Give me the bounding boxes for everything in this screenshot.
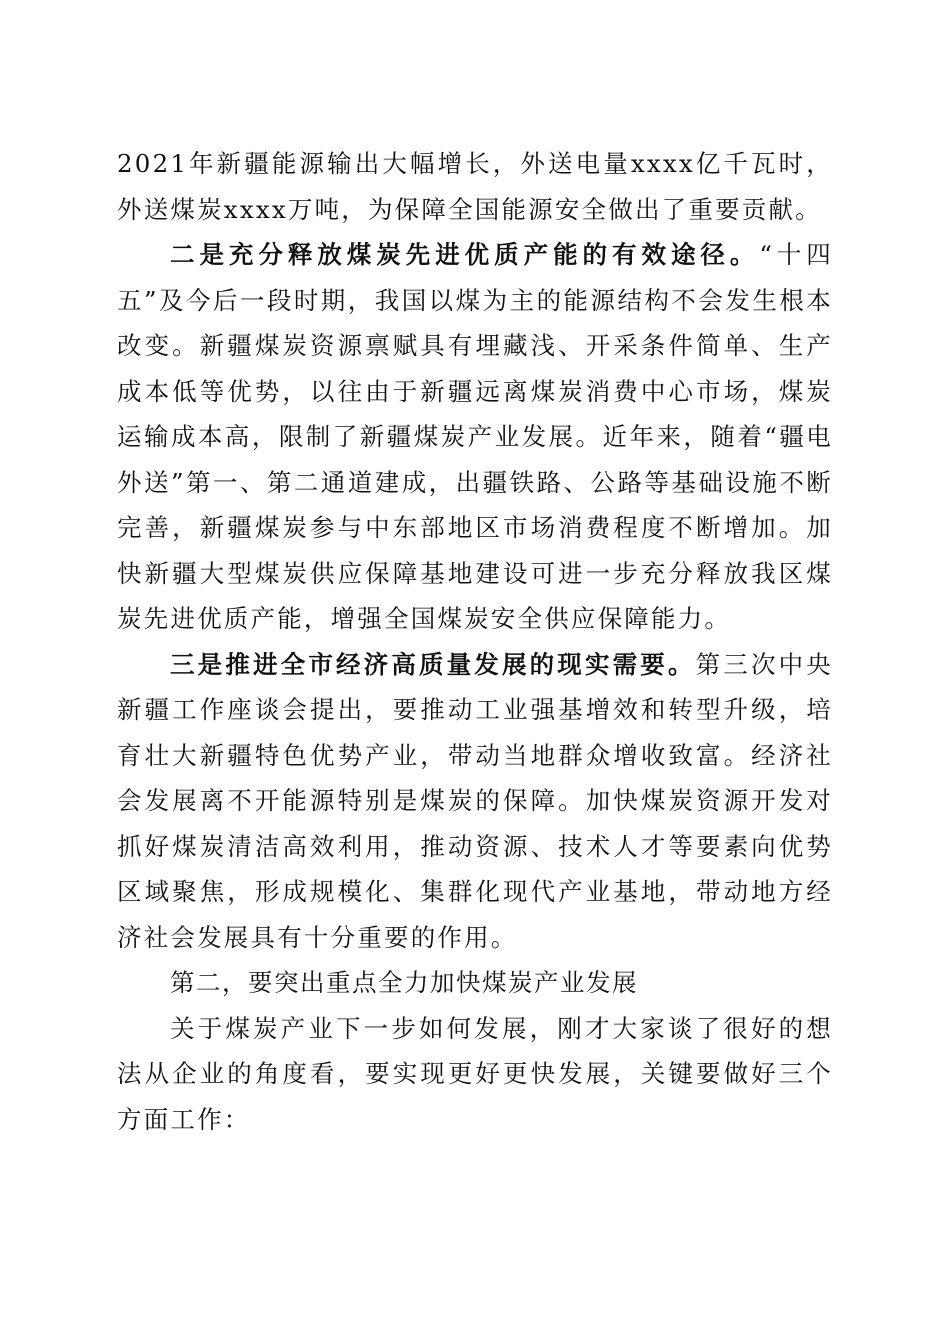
paragraph-continuation [117, 141, 833, 232]
paragraph-text: “十四五”及今后一段时期，我国以煤为主的能源结构不会发生根本改变。新疆煤炭资源禀赋具有埋藏浅、开采条件简单、生产成本低等优势，以往由于新疆远离煤炭消费中心市场，煤炭运输成本高，限制了新疆煤炭产业发展。近年来，随着“疆电外送”第一、第二通道建成，出疆铁路、公路等基础设施不断完善，新疆煤炭参与中东部地区市场消费程度不断增加。加快新疆大型煤炭供应保障基地建设可进一步充分释放我区煤炭先进优质产能，增强全国煤炭安全供应保障能力。 [117, 240, 834, 633]
paragraph-text: 关于煤炭产业下一步如何发展，刚才大家谈了很好的想法从企业的角度看，要实现更好更快发展，关键要做好三个方面工作： [117, 1013, 833, 1134]
paragraph-lead: 二是充分释放煤炭先进优质产能的有效途径。 [170, 240, 760, 269]
paragraph-text: 第三次中央新疆工作座谈会提出，要推动工业强基增效和转型升级，培育壮大新疆特色优势产业，带动当地群众增收致富。经济社会发展离不开能源特别是煤炭的保障。加快煤炭资源开发对抓好煤炭清洁高效利用，推动资源、技术人才等要素向优势区域聚焦，形成规模化、集群化现代产业基地，带动地方经济社会发展具有十分重要的作用。 [117, 649, 833, 952]
paragraph-intro [117, 1006, 833, 1143]
section-heading-text: 第二，要突出重点全力加快煤炭产业发展 [170, 968, 638, 997]
document-body [117, 141, 833, 1142]
section-heading [117, 960, 833, 1006]
paragraph-point-two [117, 232, 833, 642]
paragraph-text: 2021年新疆能源输出大幅增长，外送电量xxxx亿千瓦时，外送煤炭xxxx万吨，为保障全国能源安全做出了重要贡献。 [117, 149, 833, 224]
paragraph-lead: 三是推进全市经济高质量发展的现实需要。 [170, 649, 696, 679]
paragraph-point-three [117, 642, 833, 961]
